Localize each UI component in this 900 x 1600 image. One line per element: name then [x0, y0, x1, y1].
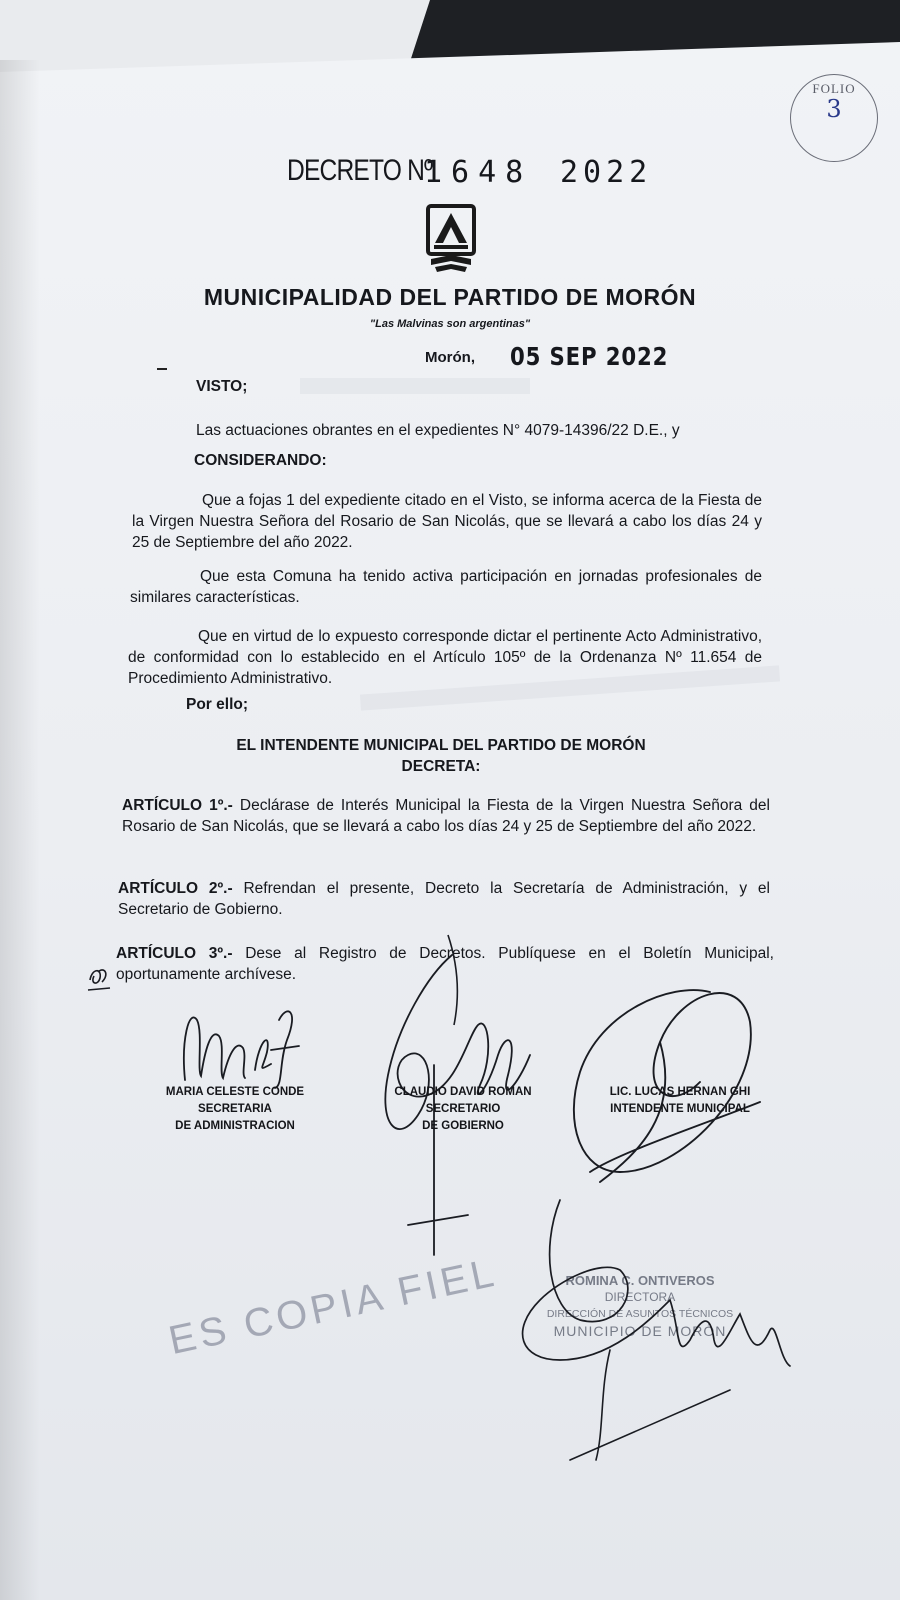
signature-block-ghi — [585, 1084, 775, 1118]
article-label: ARTÍCULO 3º.- — [116, 945, 233, 962]
article-label: ARTÍCULO 2º.- — [118, 880, 233, 897]
article-1 — [122, 795, 770, 837]
place-label: Morón, — [425, 349, 475, 366]
signature-block-roman — [378, 1084, 548, 1135]
article-text: Refrendan el presente, Decreto la Secretaría de Administración, y el Secretario de Gobierno. — [118, 880, 770, 918]
folio-label: FOLIO — [812, 81, 856, 96]
considerando-label: CONSIDERANDO: — [194, 452, 327, 469]
certifier-title: DIRECTORA — [604, 1290, 676, 1304]
certifier-office: DIRECCIÓN DE ASUNTOS TÉCNICOS — [546, 1308, 734, 1320]
signer-title: SECRETARIA — [198, 1103, 272, 1115]
visto-label: VISTO; — [196, 378, 248, 395]
signer-name: MARIA CELESTE CONDE — [165, 1086, 305, 1098]
signer-name: LIC. LUCAS HERNAN GHI — [609, 1086, 751, 1098]
intendente-heading: EL INTENDENTE MUNICIPAL DEL PARTIDO DE MORÓN — [236, 737, 646, 754]
certifier-muni: MUNICIPIO DE MORÓN — [553, 1323, 727, 1339]
considerando-paragraph: Que a fojas 1 del expediente citado en el Visto, se informa acerca de la Fiesta de la Virgen Nuestra Señora del Rosario de San Nicolás, que se llevará a cabo los días 24 y 25 de Septiembre del año 2022. — [132, 492, 762, 551]
initials-mark — [86, 962, 116, 994]
bleed-through — [300, 378, 530, 394]
signer-title: SECRETARIO — [425, 1103, 501, 1115]
signature-conde — [175, 1000, 315, 1090]
signer-name: CLAUDIO DAVID ROMAN — [394, 1086, 532, 1098]
folio-stamp — [790, 74, 878, 162]
date-stamp: 05 SEP 2022 — [510, 342, 669, 371]
decreto-year: 2022 — [560, 155, 653, 190]
certifier-name: ROMINA C. ONTIVEROS — [565, 1273, 715, 1288]
article-2 — [118, 878, 770, 920]
margin-mark — [157, 368, 167, 370]
decreto-label: DECRETO Nº — [287, 154, 433, 187]
signer-title: INTENDENTE MUNICIPAL — [610, 1103, 750, 1115]
por-ello-label: Por ello; — [186, 696, 249, 713]
article-text: Dese al Registro de Decretos. Publíquese en el Boletín Municipal, oportunamente archívese. — [116, 945, 774, 983]
copia-fiel-stamp: ES COPIA FIEL — [165, 1250, 502, 1364]
folio-number: 3 — [826, 95, 842, 123]
motto: "Las Malvinas son argentinas" — [369, 318, 531, 330]
signature-ontiveros — [500, 1190, 800, 1470]
considerando-paragraph: Que esta Comuna ha tenido activa participación en jornadas profesionales de similares características. — [130, 568, 762, 606]
decreto-number: 1648 — [424, 155, 533, 190]
article-text: Declárase de Interés Municipal la Fiesta de la Virgen Nuestra Señora del Rosario de San Nicolás, que se llevará a cabo los días 24 y 25 de Septiembre del año 2022. — [122, 797, 770, 835]
considerando-paragraph: Que en virtud de lo expuesto corresponde dictar el pertinente Acto Administrativo, de conformidad con lo establecido en el Artículo 105º de la Ordenanza Nº 11.654 de Procedimiento Administrativo. — [128, 628, 762, 687]
article-label: ARTÍCULO 1º.- — [122, 797, 233, 814]
signer-office: DE ADMINISTRACION — [175, 1120, 295, 1132]
municipality-title: MUNICIPALIDAD DEL PARTIDO DE MORÓN — [203, 284, 697, 310]
signature-block-conde — [150, 1084, 320, 1135]
signer-office: DE GOBIERNO — [422, 1120, 504, 1132]
decreta-heading: DECRETA: — [401, 758, 481, 775]
municipal-crest-icon — [425, 203, 477, 275]
visto-text: Las actuaciones obrantes en el expedientes N° 4079-14396/22 D.E., y — [196, 422, 680, 439]
